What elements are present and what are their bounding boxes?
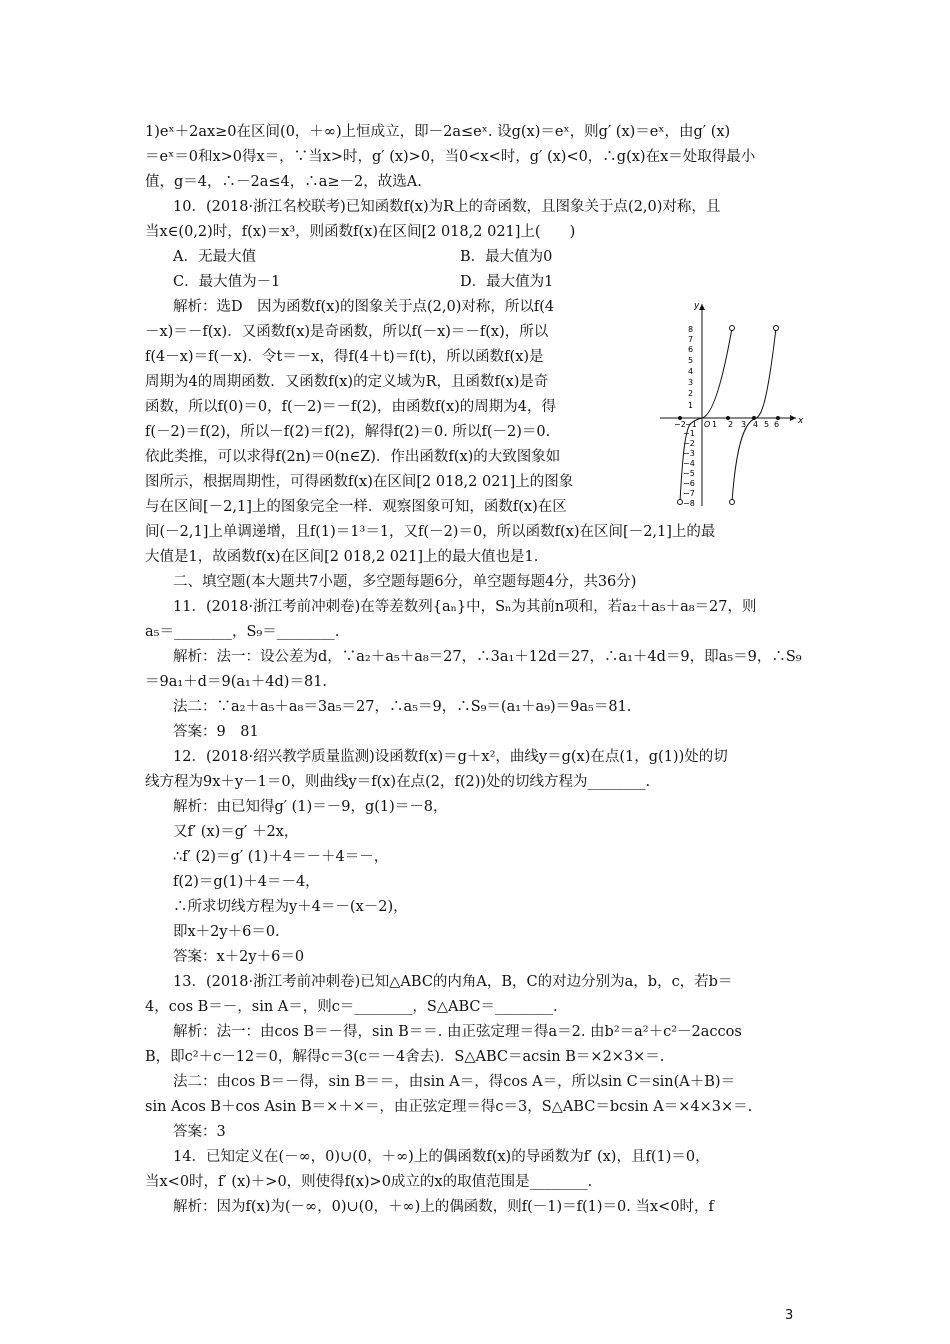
text-line: 11．(2018·浙江考前冲刺卷)在等差数列{aₙ}中，Sₙ为其前n项和，若a₂＋a₅＋a₈＝27，则 — [173, 599, 757, 615]
y-tick-label: 8 — [688, 325, 694, 334]
x-tick-label: 2 — [728, 420, 734, 429]
text-line: 解析：因为f(x)为(－∞，0)∪(0，＋∞)上的偶函数，则f(－1)＝f(1)＝0. 当x<0时，f — [173, 1199, 714, 1215]
option-b: B．最大值为0 — [460, 249, 553, 265]
x-tick-label: −2 — [674, 420, 686, 429]
text-line: 周期为4的周期函数．又函数f(x)的定义域为R，且函数f(x)是奇 — [145, 374, 549, 390]
zero-point — [776, 416, 780, 420]
text-line: 又f′ (x)＝g′ ＋2x， — [173, 824, 299, 840]
y-tick-label: −3 — [683, 449, 695, 458]
text-line: 线方程为9x＋y－1＝0，则曲线y＝f(x)在点(2，f(2))处的切线方程为________. — [145, 774, 651, 790]
y-axis-arrow — [699, 304, 705, 310]
open-endpoint — [730, 500, 735, 505]
text-line: ∴f′ (2)＝g′ (1)＋4＝－＋4＝－， — [173, 849, 389, 865]
text-line: sin Acos B＋cos Asin B＝×＋×＝，由正弦定理＝得c＝3，S△ABC＝bcsin A＝×4×3×＝. — [145, 1099, 753, 1115]
page-number: 3 — [785, 1308, 794, 1323]
open-endpoint — [774, 326, 779, 331]
y-tick-label: −5 — [683, 469, 695, 478]
x-tick-label: 1 — [712, 420, 718, 429]
text-line: 4，cos B＝－，sin A＝，则c＝________，S△ABC＝________. — [145, 999, 558, 1015]
text-line: ＝9a₁＋d＝9(a₁＋4d)＝81. — [145, 674, 328, 690]
text-line: 解析：由已知得g′ (1)＝－9，g(1)＝－8， — [173, 799, 448, 815]
text-line: 解析：法一：由cos B＝－得，sin B＝＝. 由正弦定理＝得a＝2. 由b²＝a²＋c²－2accos — [173, 1024, 742, 1040]
x-axis-label: x — [798, 416, 804, 426]
section-heading: 二、填空题(本大题共7小题，多空题每题6分，单空题每题4分，共36分) — [173, 574, 637, 590]
text-line: 答案：9 81 — [173, 724, 259, 740]
text-line: 13．(2018·浙江考前冲刺卷)已知△ABC的内角A，B，C的对边分别为a，b，c，若b＝ — [173, 974, 733, 990]
y-tick-label: 2 — [688, 389, 694, 398]
text-line: 12．(2018·绍兴教学质量监测)设函数f(x)＝g＋x²，曲线y＝g(x)在点(1，g(1))处的切 — [173, 749, 728, 765]
y-tick-label: 5 — [688, 356, 694, 365]
x-tick-label: −1 — [685, 420, 697, 429]
y-tick-label: −4 — [683, 459, 695, 468]
text-line: 函数，所以f(0)＝0，f(－2)＝－f(2)，由函数f(x)的周期为4，得 — [145, 399, 557, 415]
text-line: f(4－x)＝f(－x)．令t＝－x，得f(4＋t)＝f(t)，所以函数f(x)是 — [145, 349, 544, 365]
text-line: 当x<0时，f′ (x)＋>0，则使得f(x)>0成立的x的取值范围是________. — [145, 1174, 593, 1190]
text-line: 法二：由cos B＝－得，sin B＝＝，由sin A＝，得cos A＝，所以sin C＝sin(A＋B)＝ — [173, 1074, 736, 1090]
text-line: 解析：选D 因为函数f(x)的图象关于点(2,0)对称，所以f(4 — [173, 299, 555, 315]
text-line: －x)＝－f(x)．又函数f(x)是奇函数，所以f(－x)＝－f(x)，所以 — [145, 324, 549, 340]
text-line: 与在区间[－2,1]上的图象完全一样．观察图象可知，函数f(x)在区 — [145, 499, 567, 515]
y-tick-label: −7 — [683, 489, 695, 498]
y-tick-label: −2 — [683, 439, 695, 448]
y-tick-label: 3 — [688, 378, 694, 387]
text-line: 大值是1，故函数f(x)在区间[2 018,2 021]上的最大值也是1. — [145, 549, 539, 565]
x-tick-label: 5 — [764, 420, 770, 429]
y-axis-label: y — [694, 301, 700, 311]
text-line: 10．(2018·浙江名校联考)已知函数f(x)为R上的奇函数，且图象关于点(2,0)对称，且 — [173, 199, 721, 215]
text-line: 图所示，根据周期性，可得函数f(x)在区间[2 018,2 021]上的图象 — [145, 474, 574, 490]
text-line: 答案：3 — [173, 1124, 226, 1140]
open-endpoint — [678, 500, 683, 505]
x-tick-label: 6 — [774, 420, 780, 429]
y-tick-label: −6 — [683, 479, 695, 488]
text-line: 答案：x＋2y＋6＝0 — [173, 949, 305, 965]
text-line: 值，g＝4，∴－2a≤4，∴a≥－2，故选A. — [145, 174, 422, 190]
function-graph — [658, 296, 810, 512]
text-line: 间(－2,1]上单调递增，且f(1)＝1³＝1，又f(－2)＝0，所以函数f(x)在区间[－2,1]上的最 — [145, 524, 716, 540]
origin-label: O — [704, 420, 711, 429]
option-c: C．最大值为－1 — [173, 274, 281, 290]
open-endpoint — [730, 326, 735, 331]
y-tick-label: −1 — [683, 429, 695, 438]
curve-branch — [732, 328, 776, 502]
text-line: ＝eˣ＝0和x>0得x＝，∵当x>时，g′ (x)>0，当0<x<时，g′ (x)<0，∴g(x)在x＝处取得最小 — [145, 149, 756, 165]
text-line: a₅＝________，S₉＝________. — [145, 624, 340, 640]
y-tick-label: −8 — [683, 499, 695, 508]
x-tick-label: 3 — [741, 420, 747, 429]
option-a: A．无最大值 — [173, 249, 256, 265]
zero-point — [678, 416, 682, 420]
y-tick-label: 7 — [688, 335, 694, 344]
text-line: f(2)＝g(1)＋4＝－4， — [173, 874, 320, 890]
x-tick-label: 4 — [753, 420, 759, 429]
y-tick-label: 4 — [688, 367, 694, 376]
zero-point — [752, 416, 756, 420]
zero-point — [726, 416, 730, 420]
x-axis-arrow — [790, 415, 796, 421]
text-line: 法二：∵a₂＋a₅＋a₈＝3a₅＝27，∴a₅＝9，∴S₉＝(a₁＋a₉)＝9a₅＝81. — [173, 699, 632, 715]
text-line: ∴所求切线方程为y＋4＝－(x－2)， — [173, 899, 408, 915]
text-line: 解析：法一：设公差为d，∵a₂＋a₅＋a₈＝27，∴3a₁＋12d＝27，∴a₁＋4d＝9，即a₅＝9，∴S₉ — [173, 649, 802, 665]
text-line: f(－2)＝f(2)，所以－f(2)＝f(2)，解得f(2)＝0. 所以f(－2)＝0. — [145, 424, 551, 440]
text-line: B，即c²＋c－12＝0，解得c＝3(c＝－4舍去)．S△ABC＝acsin B＝×2×3×＝. — [145, 1049, 665, 1065]
text-line: 1)eˣ＋2ax≥0在区间(0，＋∞)上恒成立，即－2a≤eˣ. 设g(x)＝eˣ，则g′ (x)＝eˣ，由g′ (x) — [145, 124, 731, 140]
y-tick-label: 1 — [688, 401, 694, 410]
y-tick-label: 6 — [688, 345, 694, 354]
option-d: D．最大值为1 — [460, 274, 554, 290]
text-line: 当x∈(0,2)时，f(x)＝x³，则函数f(x)在区间[2 018,2 021]上( ) — [145, 224, 576, 240]
text-line: 即x＋2y＋6＝0. — [173, 924, 280, 940]
text-line: 依此类推，可以求得f(2n)＝0(n∈Z)．作出函数f(x)的大致图象如 — [145, 449, 561, 465]
text-line: 14．已知定义在(－∞，0)∪(0，＋∞)上的偶函数f(x)的导函数为f′ (x)，且f(1)＝0， — [173, 1149, 710, 1165]
